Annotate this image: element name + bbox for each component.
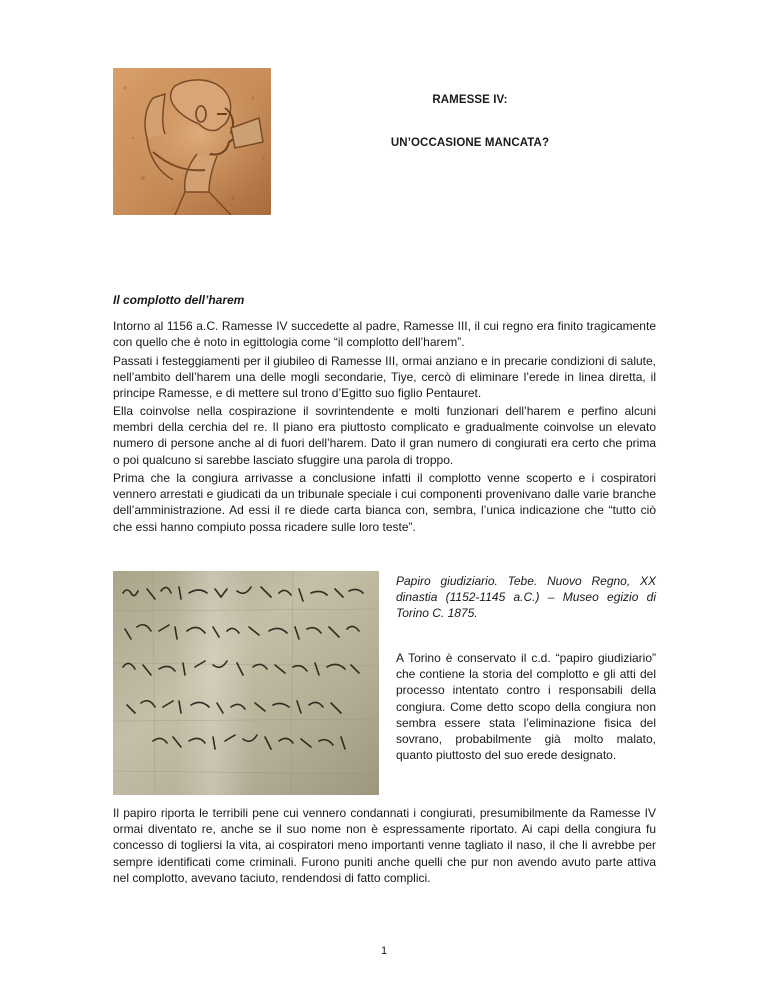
paragraph-1: Intorno al 1156 a.C. Ramesse IV succedette al padre, Ramesse III, il cui regno era finito tragicamente con quello che è noto in egittologia come “il complotto dell’harem”. [113, 319, 656, 350]
image-caption: Papiro giudiziario. Tebe. Nuovo Regno, XX dinastia (1152-1145 a.C.) – Museo egizio di Torino C. 1875. [396, 574, 656, 621]
papyrus-image [113, 571, 379, 795]
page-number: 1 [380, 945, 388, 957]
document-title-line-1: RAMESSE IV: [432, 94, 508, 106]
section-heading: Il complotto dell’harem [113, 293, 245, 307]
paragraph-3: Ella coinvolse nella cospirazione il sovrintendente e molti funzionari dell’harem e perfino alcuni membri della cerchia del re. Il piano era piuttosto complicato e gradualmente coinvolse un elevato numero di persone anche al di fuori dell’harem. Dato il gran numero di congiurati era certo che prima o poi qualcuno si sarebbe lasciato sfuggire una parola di troppo. [113, 404, 656, 467]
relief-image [113, 68, 271, 215]
side-paragraph: A Torino è conservato il c.d. “papiro giudiziario” che contiene la storia del complotto e gli atti del processo intentato contro i responsabili della congiura. Come detto scopo della congiura non sembra essere stata l’eliminazione fisica del sovrano, probabilmente già molto malato, quanto piuttosto del suo erede designato. [396, 651, 656, 763]
document-title-line-2: UN’OCCASIONE MANCATA? [390, 137, 550, 149]
paragraph-2: Passati i festeggiamenti per il giubileo di Ramesse III, ormai anziano e in precarie condizioni di salute, nell’ambito dell’harem una delle mogli secondarie, Tiye, cercò di eliminare l’erede in linea diretta, il principe Ramesse, e di mettere sul trono d’Egitto suo figlio Pentauret. [113, 354, 656, 401]
paragraph-4: Prima che la congiura arrivasse a conclusione infatti il complotto venne scoperto e i cospiratori vennero arrestati e giudicati da un tribunale speciale i cui componenti provenivano dalle varie branche dell’amministrazione. Ad essi il re diede carta bianca con, sembra, l’unica indicazione che “tutto ciò che essi hanno compiuto possa ricadere sulle loro teste”. [113, 471, 656, 534]
closing-paragraph: Il papiro riporta le terribili pene cui vennero condannati i congiurati, presumibilmente da Ramesse IV ormai diventato re, anche se il suo nome non è espressamente riportato. Ai capi della congiura fu concesso di togliersi la vita, ai cospiratori meno importanti venne tagliato il naso, il che li avrebbe per sempre identificati come criminali. Furono puniti anche quelli che pur non avendo avuto parte attiva nel complotto, avevano taciuto, rendendosi di fatto complici. [113, 806, 656, 885]
